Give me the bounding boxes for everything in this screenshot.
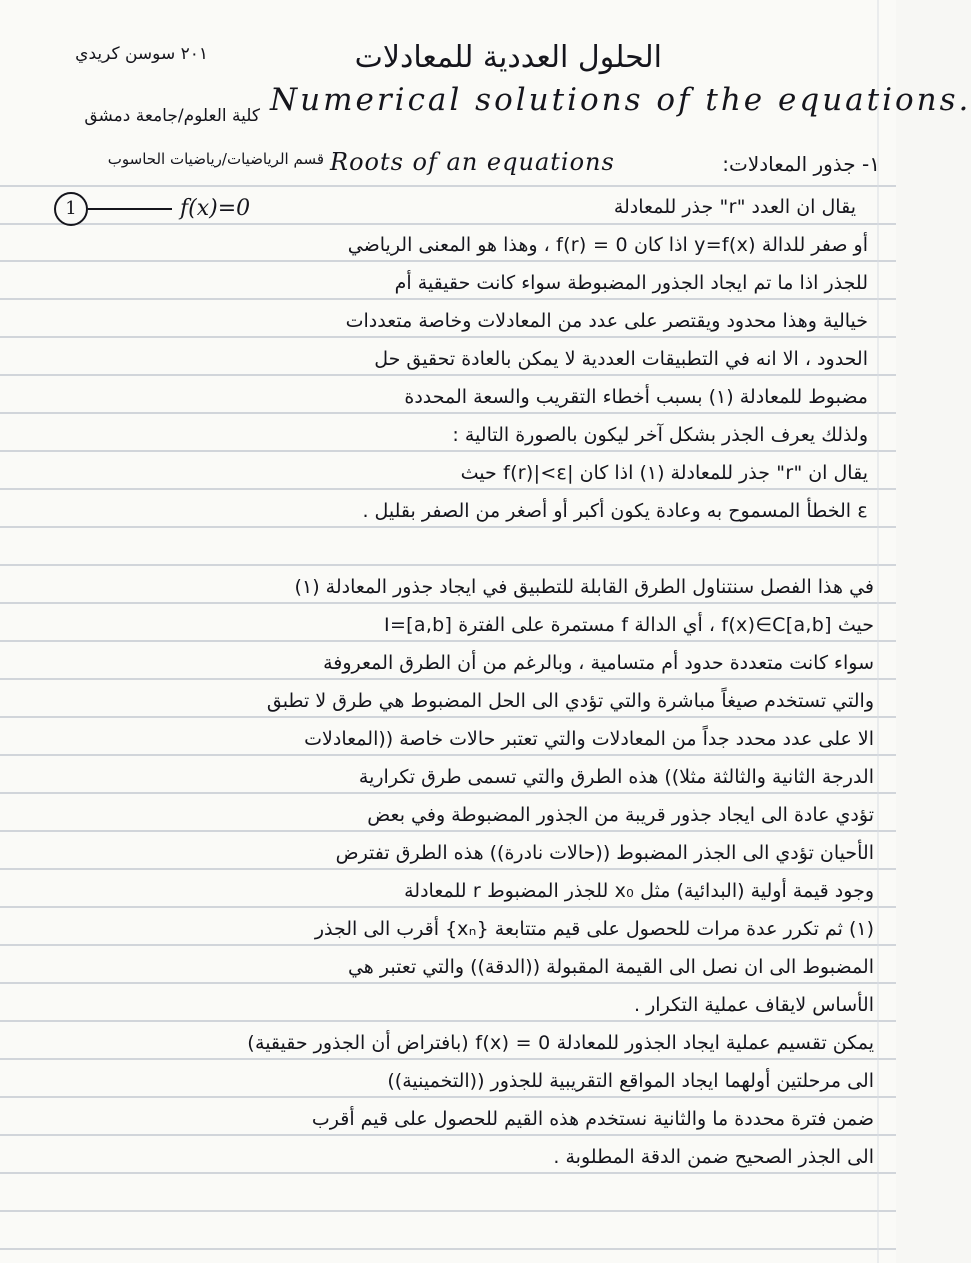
section2-line: (١) ثم تكرر عدة مرات للحصول على قيم متتابعة {xₙ} أقرب الى الجذر: [314, 918, 874, 940]
section2-line: المضبوط الى ان نصل الى القيمة المقبولة ((الدقة)) والتي تعتبر هي: [347, 956, 874, 978]
section2-line: والتي تستخدم صيغاً مباشرة والتي تؤدي الى الحل المضبوط هي طرق لا تطبق: [266, 690, 874, 712]
section3-line: الى الجذر الصحيح ضمن الدقة المطلوبة .: [553, 1146, 874, 1168]
section2-line: في هذا الفصل سنتناول الطرق القابلة للتطبيق في ايجاد جذور المعادلة (١): [294, 576, 874, 598]
section3-line: يمكن تقسيم عملية ايجاد الجذور للمعادلة f(x) = 0 (بافتراض أن الجذور حقيقية): [247, 1032, 874, 1054]
section1-heading-english: Roots of an equations: [330, 148, 615, 176]
section1-heading-arabic: ١- جذور المعادلات:: [722, 152, 880, 176]
equation-number-badge: 1: [54, 192, 88, 226]
section1-line: ولذلك يعرف الجذر بشكل آخر ليكون بالصورة التالية :: [452, 424, 868, 446]
section2-line: حيث f(x)∈C[a,b] ، أي الدالة f مستمرة على الفترة I=[a,b]: [384, 614, 874, 636]
section1-line: أو صفر للدالة y=f(x) اذا كان f(r) = 0 ، وهذا هو المعنى الرياضي: [347, 234, 868, 256]
section2-line: الأساس لايقاف عملية التكرار .: [634, 994, 874, 1016]
section1-line: ε الخطأ المسموح به وعادة يكون أكبر أو أصغر من الصفر بقليل .: [362, 500, 868, 522]
section2-line: الأحيان تؤدي الى الجذر المضبوط ((حالات نادرة)) هذه الطرق تفترض: [335, 842, 874, 864]
section2-line: الا على عدد محدد جداً من المعادلات والتي تعتبر حالات خاصة ((المعادلات: [304, 728, 874, 750]
title-arabic: الحلول العددية للمعادلات: [354, 40, 662, 75]
author-name: ٢٠١ سوسن كريدي: [75, 44, 208, 64]
section1-line: الحدود ، الا انه في التطبيقات العددية لا يمكن بالعادة تحقيق حل: [374, 348, 868, 370]
college-name: كلية العلوم/جامعة دمشق: [84, 106, 260, 126]
section2-line: سواء كانت متعددة حدود أم متسامية ، وبالرغم من أن الطرق المعروفة: [323, 652, 874, 674]
section2-line: تؤدي عادة الى ايجاد جذور قريبة من الجذور المضبوطة وفي بعض: [367, 804, 874, 826]
section1-line: مضبوط للمعادلة (١) بسبب أخطاء التقريب والسعة المحددة: [404, 386, 868, 408]
section3-line: الى مرحلتين أولهما ايجاد المواقع التقريبية للجذور ((التخمينية)): [387, 1070, 874, 1092]
section1-line: خيالية وهذا محدود ويقتصر على عدد من المعادلات وخاصة متعددات: [345, 310, 868, 332]
section2-line: وجود قيمة أولية (البدائية) مثل x₀ للجذر المضبوط r للمعادلة: [404, 880, 874, 902]
section3-line: ضمن فترة محددة ما والثانية نستخدم هذه القيم للحصول على قيم أقرب: [311, 1108, 874, 1130]
department-name: قسم الرياضيات/رياضيات الحاسوب: [107, 150, 324, 168]
section1-line: يقال ان العدد "r" جذر للمعادلة: [613, 196, 856, 218]
section1-line: يقال ان "r" جذر للمعادلة (١) اذا كان |f(r)|<ε حيث: [460, 462, 868, 484]
section1-line: للجذر اذا ما تم ايجاد الجذور المضبوطة سواء كانت حقيقية أم: [394, 272, 868, 294]
equation-main: f(x)=0: [180, 196, 251, 221]
title-english: Numerical solutions of the equations.: [270, 82, 971, 118]
section2-line: الدرجة الثانية والثالثة مثلا)) هذه الطرق والتي تسمى طرق تكرارية: [358, 766, 874, 788]
